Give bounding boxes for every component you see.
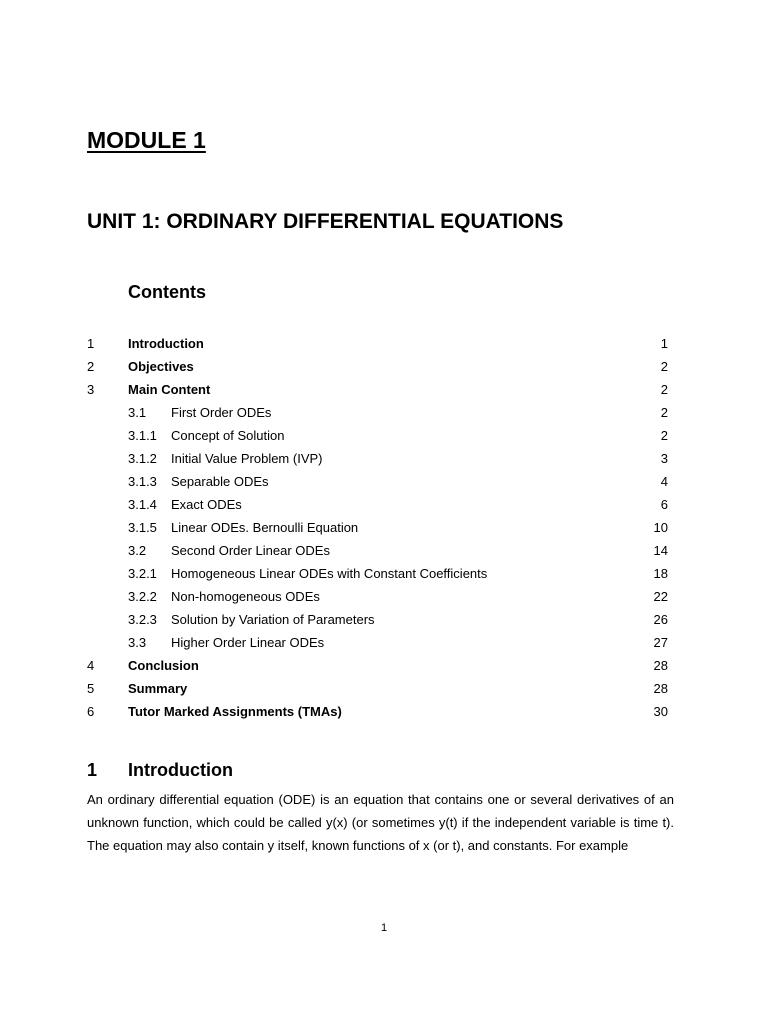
toc-row — [87, 401, 668, 424]
toc-subsection-number: 3.2.1 — [128, 566, 157, 581]
toc-row — [87, 516, 668, 539]
toc-row — [87, 355, 668, 378]
toc-row — [87, 447, 668, 470]
table-of-contents — [87, 332, 668, 723]
toc-page-number: 28 — [653, 658, 668, 673]
toc-entry-title: Main Content — [128, 382, 211, 397]
toc-entry-title: Initial Value Problem (IVP) — [171, 451, 323, 466]
unit-title: UNIT 1: ORDINARY DIFFERENTIAL EQUATIONS — [87, 210, 564, 233]
toc-row — [87, 493, 668, 516]
toc-entry-title: Conclusion — [128, 658, 199, 673]
toc-page-number: 28 — [653, 681, 668, 696]
toc-subsection-number: 3.2.3 — [128, 612, 157, 627]
toc-number: 4 — [87, 658, 95, 673]
toc-number: 2 — [87, 359, 95, 374]
toc-subsection-number: 3.3 — [128, 635, 147, 650]
section-number: 1 — [87, 760, 98, 780]
toc-row — [87, 424, 668, 447]
toc-subsection-number: 3.1.4 — [128, 497, 157, 512]
toc-row — [87, 631, 668, 654]
toc-page-number: 18 — [653, 566, 668, 581]
toc-entry-title: Separable ODEs — [171, 474, 269, 489]
toc-page-number: 2 — [660, 428, 668, 443]
toc-entry-title: Tutor Marked Assignments (TMAs) — [128, 704, 342, 719]
toc-number: 3 — [87, 382, 95, 397]
toc-row — [87, 539, 668, 562]
toc-number: 1 — [87, 336, 95, 351]
toc-entry-title: First Order ODEs — [171, 405, 272, 420]
toc-entry-title: Exact ODEs — [171, 497, 242, 512]
toc-entry-title: Solution by Variation of Parameters — [171, 612, 375, 627]
toc-row — [87, 654, 668, 677]
toc-page-number: 22 — [653, 589, 668, 604]
toc-row — [87, 608, 668, 631]
toc-subsection-number: 3.1.5 — [128, 520, 157, 535]
module-title: MODULE 1 — [87, 127, 206, 153]
toc-subsection-number: 3.1.3 — [128, 474, 157, 489]
toc-page-number: 1 — [660, 336, 668, 351]
toc-entry-title: Concept of Solution — [171, 428, 285, 443]
toc-row — [87, 585, 668, 608]
section-heading-introduction — [87, 757, 233, 783]
toc-row — [87, 332, 668, 355]
section-title: Introduction — [128, 760, 233, 780]
toc-page-number: 2 — [660, 405, 668, 420]
toc-page-number: 2 — [660, 382, 668, 397]
toc-page-number: 26 — [653, 612, 668, 627]
toc-entry-title: Objectives — [128, 359, 194, 374]
toc-row — [87, 470, 668, 493]
toc-page-number: 3 — [660, 451, 668, 466]
toc-entry-title: Linear ODEs. Bernoulli Equation — [171, 520, 359, 535]
toc-number: 6 — [87, 704, 95, 719]
toc-page-number: 30 — [653, 704, 668, 719]
toc-row — [87, 677, 668, 700]
toc-entry-title: Summary — [128, 681, 188, 696]
toc-page-number: 10 — [653, 520, 668, 535]
toc-page-number: 2 — [660, 359, 668, 374]
toc-row — [87, 700, 668, 723]
toc-entry-title: Second Order Linear ODEs — [171, 543, 330, 558]
toc-page-number: 27 — [653, 635, 668, 650]
toc-subsection-number: 3.1 — [128, 405, 147, 420]
toc-subsection-number: 3.2 — [128, 543, 147, 558]
toc-page-number: 6 — [660, 497, 668, 512]
toc-page-number: 14 — [653, 543, 668, 558]
toc-entry-title: Introduction — [128, 336, 204, 351]
page-number: 1 — [380, 922, 388, 934]
toc-number: 5 — [87, 681, 95, 696]
intro-paragraph: An ordinary differential equation (ODE) is an equation that contains one or several derivatives of an unknown function, which could be called y(x) (or sometimes y(t) if the independent variable is time t). The equation may also contain y itself, known functions of x (or t), and constants. For example — [87, 792, 674, 853]
toc-row — [87, 378, 668, 401]
contents-heading: Contents — [128, 282, 206, 302]
toc-entry-title: Homogeneous Linear ODEs with Constant Coefficients — [171, 566, 488, 581]
toc-subsection-number: 3.1.2 — [128, 451, 157, 466]
toc-entry-title: Non-homogeneous ODEs — [171, 589, 320, 604]
toc-page-number: 4 — [660, 474, 668, 489]
toc-entry-title: Higher Order Linear ODEs — [171, 635, 325, 650]
toc-row — [87, 562, 668, 585]
toc-subsection-number: 3.2.2 — [128, 589, 157, 604]
toc-subsection-number: 3.1.1 — [128, 428, 157, 443]
